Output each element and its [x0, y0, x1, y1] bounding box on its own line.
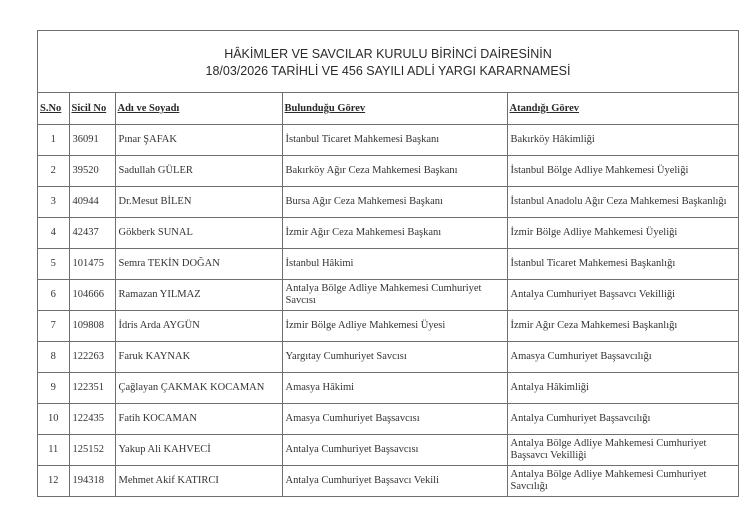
cell-sicil-no: 109808: [69, 311, 115, 342]
cell-current-position: Antalya Bölge Adliye Mahkemesi Cumhuriyet Savcısı: [282, 280, 507, 311]
table-row: [38, 156, 738, 187]
cell-sno: 8: [38, 342, 69, 373]
cell-current-position: Amasya Hâkimi: [282, 373, 507, 404]
cell-sicil-no: 40944: [69, 187, 115, 218]
cell-sno: 12: [38, 466, 69, 497]
cell-name: Faruk KAYNAK: [115, 342, 282, 373]
cell-current-position: İstanbul Hâkimi: [282, 249, 507, 280]
cell-sno: 4: [38, 218, 69, 249]
cell-assigned-position: Antalya Bölge Adliye Mahkemesi Cumhuriyet Savcılığı: [507, 466, 738, 497]
cell-current-position: Amasya Cumhuriyet Başsavcısı: [282, 404, 507, 435]
cell-name: Çağlayan ÇAKMAK KOCAMAN: [115, 373, 282, 404]
cell-name: Dr.Mesut BİLEN: [115, 187, 282, 218]
cell-sno: 11: [38, 435, 69, 466]
cell-current-position: Bursa Ağır Ceza Mahkemesi Başkanı: [282, 187, 507, 218]
document-title: [38, 31, 738, 93]
cell-assigned-position: İstanbul Bölge Adliye Mahkemesi Üyeliği: [507, 156, 738, 187]
assignments-table: [38, 93, 738, 496]
cell-name: Mehmet Akif KATIRCI: [115, 466, 282, 497]
header-current-position: Bulunduğu Görev: [282, 93, 507, 125]
table-row: [38, 466, 738, 497]
cell-sno: 6: [38, 280, 69, 311]
cell-current-position: Antalya Cumhuriyet Başsavcı Vekili: [282, 466, 507, 497]
cell-current-position: İzmir Ağır Ceza Mahkemesi Başkanı: [282, 218, 507, 249]
table-row: [38, 125, 738, 156]
cell-current-position: Bakırköy Ağır Ceza Mahkemesi Başkanı: [282, 156, 507, 187]
cell-assigned-position: Amasya Cumhuriyet Başsavcılığı: [507, 342, 738, 373]
cell-assigned-position: Antalya Cumhuriyet Başsavcılığı: [507, 404, 738, 435]
table-row: [38, 373, 738, 404]
cell-name: Pınar ŞAFAK: [115, 125, 282, 156]
table-header-row: [38, 93, 738, 125]
decree-document: [37, 30, 739, 497]
cell-sno: 2: [38, 156, 69, 187]
cell-sicil-no: 194318: [69, 466, 115, 497]
cell-sno: 7: [38, 311, 69, 342]
header-sno: S.No: [38, 93, 69, 125]
cell-sicil-no: 36091: [69, 125, 115, 156]
table-row: [38, 187, 738, 218]
cell-assigned-position: Bakırköy Hâkimliği: [507, 125, 738, 156]
cell-current-position: İzmir Bölge Adliye Mahkemesi Üyesi: [282, 311, 507, 342]
cell-name: Yakup Ali KAHVECİ: [115, 435, 282, 466]
cell-name: Ramazan YILMAZ: [115, 280, 282, 311]
cell-sicil-no: 101475: [69, 249, 115, 280]
cell-assigned-position: İzmir Bölge Adliye Mahkemesi Üyeliği: [507, 218, 738, 249]
cell-sicil-no: 122435: [69, 404, 115, 435]
header-sicil-no: Sicil No: [69, 93, 115, 125]
table-row: [38, 218, 738, 249]
cell-sno: 5: [38, 249, 69, 280]
cell-sicil-no: 122263: [69, 342, 115, 373]
cell-current-position: Antalya Cumhuriyet Başsavcısı: [282, 435, 507, 466]
header-name: Adı ve Soyadı: [115, 93, 282, 125]
cell-sno: 1: [38, 125, 69, 156]
title-line-1: HÂKİMLER VE SAVCILAR KURULU BİRİNCİ DAİRESİNİN: [224, 46, 552, 61]
title-line-2: 18/03/2026 TARİHLİ VE 456 SAYILI ADLİ YARGI KARARNAMESİ: [205, 63, 571, 78]
cell-current-position: İstanbul Ticaret Mahkemesi Başkanı: [282, 125, 507, 156]
table-row: [38, 311, 738, 342]
cell-current-position: Yargıtay Cumhuriyet Savcısı: [282, 342, 507, 373]
cell-sicil-no: 125152: [69, 435, 115, 466]
cell-name: Sadullah GÜLER: [115, 156, 282, 187]
cell-sno: 3: [38, 187, 69, 218]
table-row: [38, 249, 738, 280]
cell-sicil-no: 104666: [69, 280, 115, 311]
cell-name: Gökberk SUNAL: [115, 218, 282, 249]
cell-name: Semra TEKİN DOĞAN: [115, 249, 282, 280]
cell-sicil-no: 39520: [69, 156, 115, 187]
cell-assigned-position: İzmir Ağır Ceza Mahkemesi Başkanlığı: [507, 311, 738, 342]
cell-assigned-position: Antalya Cumhuriyet Başsavcı Vekilliği: [507, 280, 738, 311]
cell-name: Fatih KOCAMAN: [115, 404, 282, 435]
cell-sno: 9: [38, 373, 69, 404]
table-row: [38, 435, 738, 466]
cell-name: İdris Arda AYGÜN: [115, 311, 282, 342]
cell-assigned-position: Antalya Hâkimliği: [507, 373, 738, 404]
cell-sicil-no: 122351: [69, 373, 115, 404]
table-row: [38, 342, 738, 373]
cell-assigned-position: İstanbul Anadolu Ağır Ceza Mahkemesi Başkanlığı: [507, 187, 738, 218]
cell-sno: 10: [38, 404, 69, 435]
cell-assigned-position: Antalya Bölge Adliye Mahkemesi Cumhuriyet Başsavcı Vekilliği: [507, 435, 738, 466]
cell-assigned-position: İstanbul Ticaret Mahkemesi Başkanlığı: [507, 249, 738, 280]
table-row: [38, 280, 738, 311]
cell-sicil-no: 42437: [69, 218, 115, 249]
header-assigned-position: Atandığı Görev: [507, 93, 738, 125]
table-row: [38, 404, 738, 435]
